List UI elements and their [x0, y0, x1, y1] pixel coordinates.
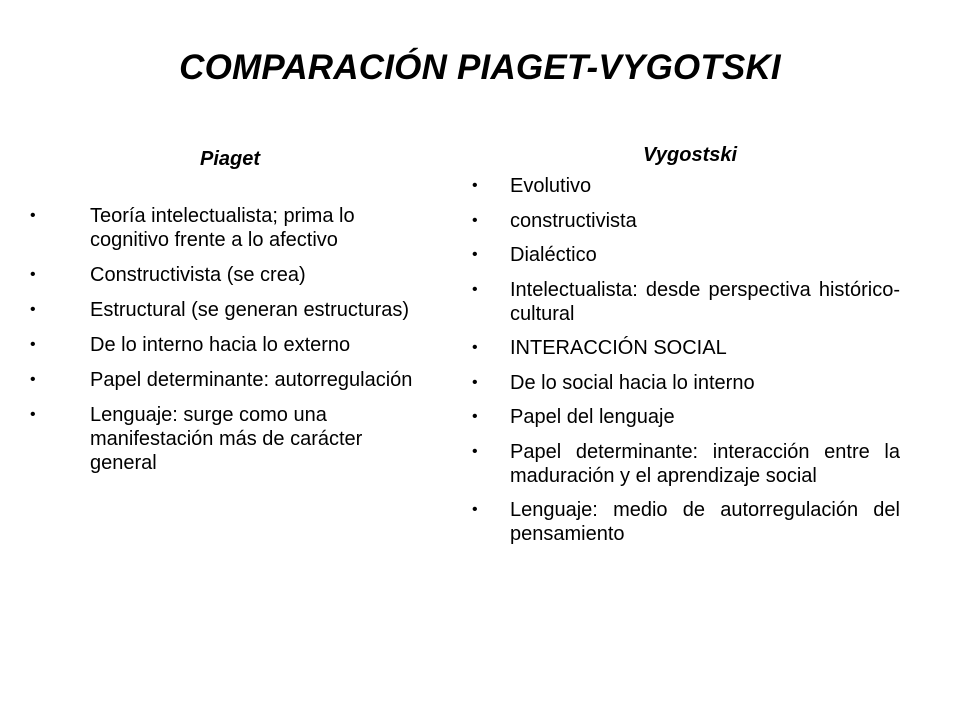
list-item — [472, 209, 900, 233]
list-item-text: Teoría intelectualista; prima lo cognitivo frente a lo afectivo — [90, 205, 355, 251]
list-item — [30, 403, 430, 475]
list-item-text: De lo interno hacia lo externo — [90, 334, 351, 356]
bullet-icon: • — [472, 339, 478, 356]
list-item — [30, 263, 430, 287]
list-item — [30, 298, 430, 322]
list-item-text: De lo social hacia lo interno — [510, 371, 755, 394]
bullet-icon: • — [472, 211, 478, 229]
slide-title: COMPARACIÓN PIAGET-VYGOTSKI — [179, 48, 781, 87]
bullet-icon: • — [472, 442, 478, 460]
list-item-text: Papel del lenguaje — [510, 406, 675, 428]
bullet-icon: • — [472, 177, 478, 194]
list-item-text: Intelectualista: desde perspectiva histórico-cultural — [510, 278, 900, 325]
list-item-text: Constructivista (se crea) — [90, 264, 306, 286]
list-item-text: INTERACCIÓN SOCIAL — [510, 337, 727, 359]
piaget-list — [30, 204, 430, 486]
list-item-text: Papel determinante: autorregulación — [90, 369, 413, 391]
list-item — [472, 498, 900, 546]
list-item-text: Lenguaje: surge como una manifestación más de carácter general — [90, 404, 363, 474]
bullet-icon: • — [472, 408, 478, 425]
bullet-icon: • — [30, 266, 36, 283]
list-item — [30, 368, 430, 392]
bullet-icon: • — [472, 246, 478, 263]
bullet-icon: • — [30, 371, 36, 388]
list-item — [30, 204, 430, 252]
piaget-heading: Piaget — [199, 148, 261, 170]
list-item-text: Evolutivo — [510, 175, 592, 197]
list-item — [30, 333, 430, 357]
list-item — [472, 371, 900, 395]
list-item — [472, 336, 900, 360]
list-item-text: Lenguaje: medio de autorregulación del pensamiento — [510, 499, 900, 545]
bullet-icon: • — [472, 501, 478, 518]
bullet-icon: • — [30, 301, 36, 318]
list-item-text: Papel determinante: interacción entre la maduración y el aprendizaje social — [510, 440, 900, 487]
bullet-icon: • — [30, 336, 36, 353]
bullet-icon: • — [472, 280, 478, 298]
vygotski-heading: Vygostski — [642, 144, 738, 166]
list-item — [472, 278, 900, 326]
list-item-text: Dialéctico — [510, 244, 597, 266]
list-item — [472, 174, 900, 198]
bullet-icon: • — [30, 406, 36, 423]
bullet-icon: • — [30, 207, 36, 224]
list-item — [472, 440, 900, 488]
list-item — [472, 243, 900, 267]
vygotski-list — [472, 174, 900, 557]
list-item — [472, 405, 900, 429]
list-item-text: Estructural (se generan estructuras) — [90, 299, 410, 321]
bullet-icon: • — [472, 373, 478, 391]
list-item-text: constructivista — [510, 209, 637, 232]
